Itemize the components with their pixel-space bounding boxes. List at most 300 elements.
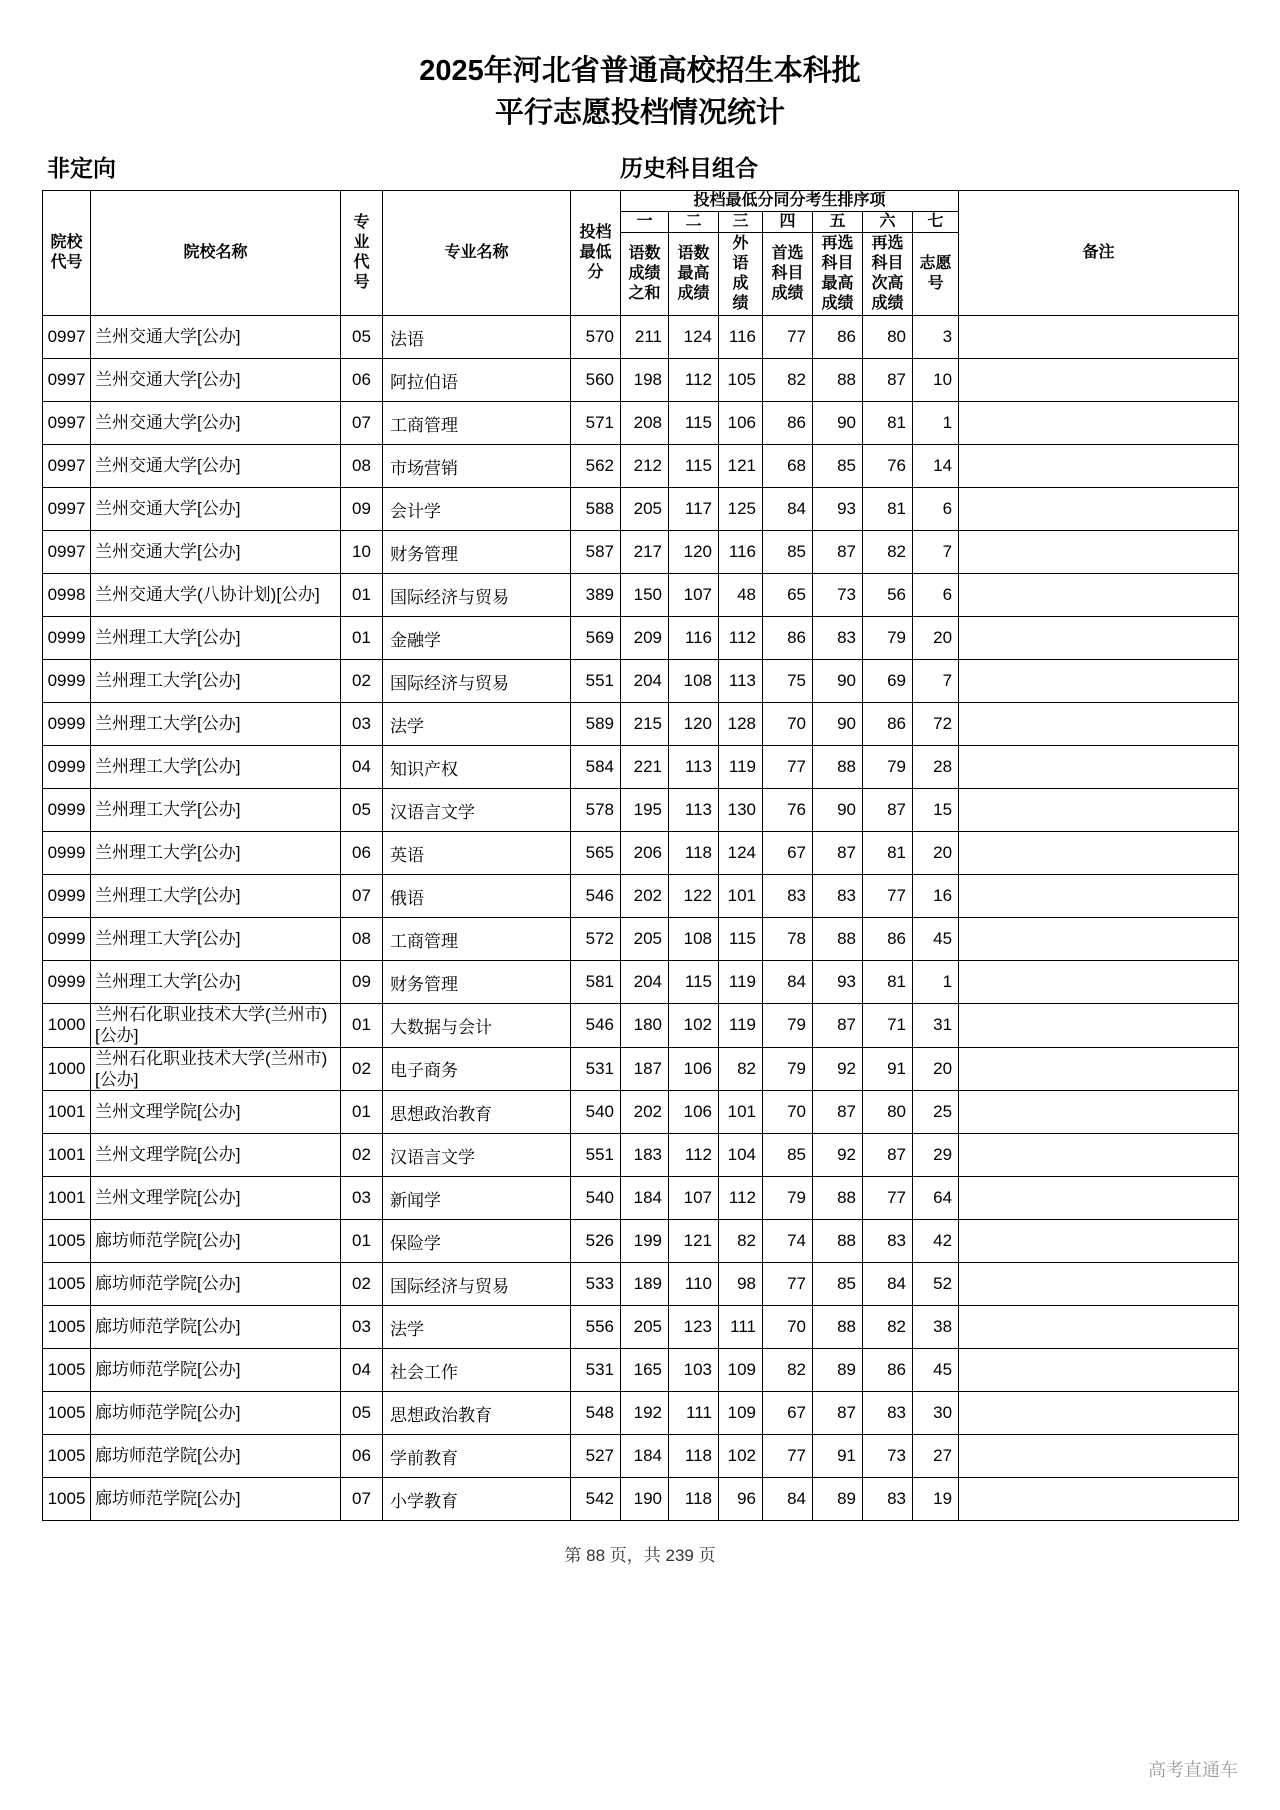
tiebreak-7-cell: 6: [913, 574, 959, 617]
school-name-cell: 兰州理工大学[公办]: [91, 660, 341, 703]
school-name-cell: 兰州理工大学[公办]: [91, 746, 341, 789]
table-row: [43, 1263, 1239, 1306]
tiebreak-7-cell: 20: [913, 617, 959, 660]
min-score-cell: 540: [571, 1091, 621, 1134]
tiebreak-7-cell: 6: [913, 488, 959, 531]
major-name-cell: 思想政治教育: [383, 1091, 571, 1134]
tiebreak-5-cell: 89: [813, 1349, 863, 1392]
header-min-score: 投档最低分: [571, 191, 621, 316]
tiebreak-2-cell: 124: [669, 316, 719, 359]
tiebreak-6-cell: 87: [863, 359, 913, 402]
major-code-cell: 06: [341, 832, 383, 875]
major-code-cell: 10: [341, 531, 383, 574]
school-code-cell: 0997: [43, 359, 91, 402]
major-name-cell: 学前教育: [383, 1435, 571, 1478]
tiebreak-5-cell: 86: [813, 316, 863, 359]
min-score-cell: 542: [571, 1478, 621, 1521]
tiebreak-4-cell: 67: [763, 1392, 813, 1435]
major-name-cell: 工商管理: [383, 402, 571, 445]
min-score-cell: 581: [571, 961, 621, 1004]
remark-cell: [959, 359, 1239, 402]
tiebreak-7-cell: 1: [913, 402, 959, 445]
tiebreak-3-cell: 119: [719, 961, 763, 1004]
major-code-cell: 08: [341, 918, 383, 961]
min-score-cell: 546: [571, 1004, 621, 1048]
tiebreak-7-cell: 19: [913, 1478, 959, 1521]
school-code-cell: 1000: [43, 1047, 91, 1091]
min-score-cell: 551: [571, 1134, 621, 1177]
subheader: [0, 150, 1280, 184]
school-name-cell: 兰州交通大学[公办]: [91, 402, 341, 445]
school-code-cell: 0997: [43, 488, 91, 531]
table-row: [43, 488, 1239, 531]
remark-cell: [959, 1392, 1239, 1435]
school-name-cell: 兰州理工大学[公办]: [91, 961, 341, 1004]
school-code-cell: 0999: [43, 918, 91, 961]
tiebreak-4-cell: 70: [763, 1306, 813, 1349]
tiebreak-3-cell: 82: [719, 1220, 763, 1263]
major-code-cell: 09: [341, 961, 383, 1004]
major-name-cell: 会计学: [383, 488, 571, 531]
tiebreak-4-cell: 77: [763, 746, 813, 789]
tiebreak-4-cell: 82: [763, 359, 813, 402]
header-tiebreak-no-2: 二: [669, 212, 719, 233]
tiebreak-1-cell: 184: [621, 1177, 669, 1220]
school-code-cell: 1005: [43, 1478, 91, 1521]
table-row: [43, 789, 1239, 832]
min-score-cell: 531: [571, 1349, 621, 1392]
min-score-cell: 546: [571, 875, 621, 918]
tiebreak-6-cell: 83: [863, 1392, 913, 1435]
tiebreak-7-cell: 20: [913, 832, 959, 875]
tiebreak-6-cell: 86: [863, 1349, 913, 1392]
school-code-cell: 0999: [43, 703, 91, 746]
tiebreak-5-cell: 87: [813, 832, 863, 875]
major-code-cell: 06: [341, 359, 383, 402]
min-score-cell: 565: [571, 832, 621, 875]
school-name-cell: 廊坊师范学院[公办]: [91, 1435, 341, 1478]
tiebreak-1-cell: 204: [621, 961, 669, 1004]
tiebreak-2-cell: 115: [669, 961, 719, 1004]
remark-cell: [959, 1263, 1239, 1306]
tiebreak-5-cell: 90: [813, 703, 863, 746]
tiebreak-4-cell: 79: [763, 1177, 813, 1220]
tiebreak-1-cell: 211: [621, 316, 669, 359]
school-name-cell: 兰州理工大学[公办]: [91, 832, 341, 875]
tiebreak-1-cell: 212: [621, 445, 669, 488]
major-code-cell: 01: [341, 1004, 383, 1048]
tiebreak-2-cell: 112: [669, 1134, 719, 1177]
tiebreak-2-cell: 103: [669, 1349, 719, 1392]
tiebreak-5-cell: 90: [813, 660, 863, 703]
school-name-cell: 兰州文理学院[公办]: [91, 1091, 341, 1134]
tiebreak-4-cell: 70: [763, 1091, 813, 1134]
tiebreak-4-cell: 77: [763, 1263, 813, 1306]
tiebreak-6-cell: 69: [863, 660, 913, 703]
min-score-cell: 562: [571, 445, 621, 488]
tiebreak-3-cell: 113: [719, 660, 763, 703]
major-code-cell: 02: [341, 1134, 383, 1177]
tiebreak-2-cell: 102: [669, 1004, 719, 1048]
school-code-cell: 0997: [43, 445, 91, 488]
table-row: [43, 316, 1239, 359]
school-name-cell: 兰州理工大学[公办]: [91, 617, 341, 660]
header-tiebreak-no-4: 四: [763, 212, 813, 233]
remark-cell: [959, 789, 1239, 832]
table-row: [43, 961, 1239, 1004]
tiebreak-5-cell: 93: [813, 488, 863, 531]
header-tiebreak-label-3: 外语成绩: [719, 233, 763, 316]
tiebreak-6-cell: 77: [863, 1177, 913, 1220]
tiebreak-4-cell: 70: [763, 703, 813, 746]
tiebreak-5-cell: 90: [813, 789, 863, 832]
header-tiebreak-no-7: 七: [913, 212, 959, 233]
table-row: [43, 918, 1239, 961]
tiebreak-7-cell: 1: [913, 961, 959, 1004]
page-title-line1: 2025年河北省普通高校招生本科批: [419, 55, 861, 87]
table-row: [43, 1306, 1239, 1349]
header-tiebreak-label-4: 首选科目成绩: [763, 233, 813, 316]
major-name-cell: 电子商务: [383, 1047, 571, 1091]
table-row: [43, 445, 1239, 488]
min-score-cell: 531: [571, 1047, 621, 1091]
table-row: [43, 703, 1239, 746]
major-code-cell: 07: [341, 402, 383, 445]
tiebreak-7-cell: 30: [913, 1392, 959, 1435]
major-code-cell: 05: [341, 316, 383, 359]
school-code-cell: 1005: [43, 1220, 91, 1263]
tiebreak-1-cell: 202: [621, 875, 669, 918]
tiebreak-1-cell: 204: [621, 660, 669, 703]
major-name-cell: 社会工作: [383, 1349, 571, 1392]
tiebreak-2-cell: 120: [669, 703, 719, 746]
tiebreak-4-cell: 68: [763, 445, 813, 488]
tiebreak-6-cell: 76: [863, 445, 913, 488]
tiebreak-3-cell: 116: [719, 316, 763, 359]
remark-cell: [959, 660, 1239, 703]
major-name-cell: 法语: [383, 316, 571, 359]
major-code-cell: 09: [341, 488, 383, 531]
tiebreak-6-cell: 84: [863, 1263, 913, 1306]
min-score-cell: 551: [571, 660, 621, 703]
remark-cell: [959, 1047, 1239, 1091]
tiebreak-4-cell: 79: [763, 1004, 813, 1048]
major-name-cell: 知识产权: [383, 746, 571, 789]
header-school-name: 院校名称: [91, 191, 341, 316]
major-code-cell: 07: [341, 875, 383, 918]
tiebreak-4-cell: 67: [763, 832, 813, 875]
header-remark: 备注: [959, 191, 1239, 316]
tiebreak-1-cell: 205: [621, 918, 669, 961]
major-code-cell: 04: [341, 746, 383, 789]
tiebreak-6-cell: 80: [863, 316, 913, 359]
tiebreak-3-cell: 104: [719, 1134, 763, 1177]
table-row: [43, 875, 1239, 918]
school-code-cell: 1005: [43, 1263, 91, 1306]
tiebreak-2-cell: 120: [669, 531, 719, 574]
table-row: [43, 531, 1239, 574]
table-row: [43, 617, 1239, 660]
tiebreak-5-cell: 83: [813, 875, 863, 918]
tiebreak-3-cell: 109: [719, 1392, 763, 1435]
remark-cell: [959, 1349, 1239, 1392]
tiebreak-4-cell: 83: [763, 875, 813, 918]
remark-cell: [959, 402, 1239, 445]
tiebreak-5-cell: 92: [813, 1047, 863, 1091]
tiebreak-1-cell: 206: [621, 832, 669, 875]
tiebreak-2-cell: 118: [669, 832, 719, 875]
tiebreak-2-cell: 118: [669, 1478, 719, 1521]
tiebreak-2-cell: 108: [669, 660, 719, 703]
tiebreak-3-cell: 101: [719, 875, 763, 918]
tiebreak-7-cell: 25: [913, 1091, 959, 1134]
tiebreak-7-cell: 38: [913, 1306, 959, 1349]
table-header: [43, 191, 1239, 316]
tiebreak-3-cell: 112: [719, 1177, 763, 1220]
tiebreak-6-cell: 79: [863, 617, 913, 660]
tiebreak-5-cell: 90: [813, 402, 863, 445]
remark-cell: [959, 875, 1239, 918]
tiebreak-3-cell: 121: [719, 445, 763, 488]
tiebreak-2-cell: 106: [669, 1047, 719, 1091]
tiebreak-1-cell: 192: [621, 1392, 669, 1435]
remark-cell: [959, 918, 1239, 961]
tiebreak-1-cell: 189: [621, 1263, 669, 1306]
min-score-cell: 571: [571, 402, 621, 445]
tiebreak-2-cell: 118: [669, 1435, 719, 1478]
school-code-cell: 1000: [43, 1004, 91, 1048]
table-row: [43, 1004, 1239, 1048]
header-tiebreak-label-2: 语数最高成绩: [669, 233, 719, 316]
tiebreak-1-cell: 217: [621, 531, 669, 574]
school-code-cell: 1005: [43, 1349, 91, 1392]
major-code-cell: 03: [341, 1306, 383, 1349]
tiebreak-2-cell: 110: [669, 1263, 719, 1306]
tiebreak-3-cell: 116: [719, 531, 763, 574]
tiebreak-7-cell: 7: [913, 531, 959, 574]
major-code-cell: 02: [341, 1047, 383, 1091]
school-code-cell: 1005: [43, 1306, 91, 1349]
major-code-cell: 04: [341, 1349, 383, 1392]
tiebreak-3-cell: 98: [719, 1263, 763, 1306]
school-name-cell: 兰州石化职业技术大学(兰州市)[公办]: [91, 1047, 341, 1091]
tiebreak-6-cell: 87: [863, 789, 913, 832]
tiebreak-1-cell: 195: [621, 789, 669, 832]
admission-table: [42, 190, 1239, 1521]
tiebreak-2-cell: 116: [669, 617, 719, 660]
tiebreak-7-cell: 42: [913, 1220, 959, 1263]
school-name-cell: 兰州交通大学[公办]: [91, 488, 341, 531]
table-row: [43, 1091, 1239, 1134]
tiebreak-1-cell: 183: [621, 1134, 669, 1177]
remark-cell: [959, 746, 1239, 789]
min-score-cell: 533: [571, 1263, 621, 1306]
remark-cell: [959, 1134, 1239, 1177]
school-code-cell: 1001: [43, 1177, 91, 1220]
tiebreak-4-cell: 85: [763, 531, 813, 574]
tiebreak-6-cell: 82: [863, 531, 913, 574]
remark-cell: [959, 445, 1239, 488]
major-code-cell: 05: [341, 789, 383, 832]
table-row: [43, 574, 1239, 617]
major-code-cell: 08: [341, 445, 383, 488]
school-name-cell: 兰州交通大学[公办]: [91, 445, 341, 488]
table-row: [43, 1349, 1239, 1392]
tiebreak-4-cell: 77: [763, 1435, 813, 1478]
header-tiebreak-label-5: 再选科目最高成绩: [813, 233, 863, 316]
min-score-cell: 589: [571, 703, 621, 746]
major-name-cell: 思想政治教育: [383, 1392, 571, 1435]
remark-cell: [959, 617, 1239, 660]
tiebreak-4-cell: 86: [763, 617, 813, 660]
tiebreak-4-cell: 78: [763, 918, 813, 961]
remark-cell: [959, 574, 1239, 617]
page-title: [0, 0, 1280, 134]
header-tiebreak-no-1: 一: [621, 212, 669, 233]
tiebreak-6-cell: 56: [863, 574, 913, 617]
school-name-cell: 兰州理工大学[公办]: [91, 789, 341, 832]
min-score-cell: 526: [571, 1220, 621, 1263]
tiebreak-3-cell: 105: [719, 359, 763, 402]
tiebreak-2-cell: 106: [669, 1091, 719, 1134]
tiebreak-5-cell: 85: [813, 445, 863, 488]
tiebreak-3-cell: 130: [719, 789, 763, 832]
major-code-cell: 03: [341, 703, 383, 746]
tiebreak-6-cell: 83: [863, 1478, 913, 1521]
subject-group-label: 历史科目组合: [620, 155, 758, 182]
major-name-cell: 大数据与会计: [383, 1004, 571, 1048]
tiebreak-5-cell: 88: [813, 1177, 863, 1220]
school-code-cell: 0997: [43, 531, 91, 574]
major-code-cell: 01: [341, 574, 383, 617]
table-row: [43, 1177, 1239, 1220]
major-name-cell: 市场营销: [383, 445, 571, 488]
tiebreak-4-cell: 74: [763, 1220, 813, 1263]
tiebreak-4-cell: 79: [763, 1047, 813, 1091]
tiebreak-7-cell: 15: [913, 789, 959, 832]
school-name-cell: 兰州文理学院[公办]: [91, 1177, 341, 1220]
tiebreak-1-cell: 190: [621, 1478, 669, 1521]
school-name-cell: 兰州交通大学(八协计划)[公办]: [91, 574, 341, 617]
tiebreak-7-cell: 31: [913, 1004, 959, 1048]
major-code-cell: 01: [341, 1091, 383, 1134]
tiebreak-7-cell: 64: [913, 1177, 959, 1220]
tiebreak-1-cell: 150: [621, 574, 669, 617]
major-name-cell: 保险学: [383, 1220, 571, 1263]
major-name-cell: 汉语言文学: [383, 789, 571, 832]
tiebreak-5-cell: 88: [813, 1306, 863, 1349]
tiebreak-1-cell: 198: [621, 359, 669, 402]
tiebreak-2-cell: 112: [669, 359, 719, 402]
major-code-cell: 06: [341, 1435, 383, 1478]
school-code-cell: 0999: [43, 660, 91, 703]
major-name-cell: 法学: [383, 1306, 571, 1349]
tiebreak-6-cell: 86: [863, 703, 913, 746]
school-code-cell: 0999: [43, 961, 91, 1004]
remark-cell: [959, 531, 1239, 574]
tiebreak-1-cell: 215: [621, 703, 669, 746]
tiebreak-2-cell: 113: [669, 746, 719, 789]
tiebreak-2-cell: 121: [669, 1220, 719, 1263]
school-code-cell: 0997: [43, 402, 91, 445]
school-code-cell: 0997: [43, 316, 91, 359]
school-code-cell: 0999: [43, 746, 91, 789]
school-name-cell: 兰州理工大学[公办]: [91, 875, 341, 918]
tiebreak-1-cell: 187: [621, 1047, 669, 1091]
tiebreak-5-cell: 83: [813, 617, 863, 660]
school-name-cell: 兰州石化职业技术大学(兰州市)[公办]: [91, 1004, 341, 1048]
major-name-cell: 国际经济与贸易: [383, 1263, 571, 1306]
tiebreak-3-cell: 82: [719, 1047, 763, 1091]
tiebreak-6-cell: 81: [863, 488, 913, 531]
tiebreak-1-cell: 199: [621, 1220, 669, 1263]
tiebreak-6-cell: 81: [863, 832, 913, 875]
tiebreak-4-cell: 86: [763, 402, 813, 445]
major-name-cell: 工商管理: [383, 918, 571, 961]
school-name-cell: 兰州交通大学[公办]: [91, 359, 341, 402]
tiebreak-3-cell: 128: [719, 703, 763, 746]
table-row: [43, 832, 1239, 875]
tiebreak-7-cell: 28: [913, 746, 959, 789]
tiebreak-5-cell: 87: [813, 531, 863, 574]
tiebreak-5-cell: 88: [813, 359, 863, 402]
watermark: 高考直通车: [1148, 1760, 1238, 1780]
school-name-cell: 廊坊师范学院[公办]: [91, 1392, 341, 1435]
tiebreak-2-cell: 111: [669, 1392, 719, 1435]
tiebreak-7-cell: 14: [913, 445, 959, 488]
tiebreak-6-cell: 91: [863, 1047, 913, 1091]
tiebreak-5-cell: 87: [813, 1091, 863, 1134]
major-name-cell: 俄语: [383, 875, 571, 918]
major-code-cell: 03: [341, 1177, 383, 1220]
school-name-cell: 兰州理工大学[公办]: [91, 918, 341, 961]
header-tiebreak-no-3: 三: [719, 212, 763, 233]
tiebreak-4-cell: 84: [763, 488, 813, 531]
tiebreak-1-cell: 180: [621, 1004, 669, 1048]
tiebreak-3-cell: 111: [719, 1306, 763, 1349]
header-tiebreak-group: 投档最低分同分考生排序项: [621, 191, 959, 212]
plan-type-label: 非定向: [47, 155, 116, 182]
remark-cell: [959, 703, 1239, 746]
tiebreak-4-cell: 84: [763, 961, 813, 1004]
major-code-cell: 02: [341, 1263, 383, 1306]
tiebreak-6-cell: 86: [863, 918, 913, 961]
tiebreak-4-cell: 76: [763, 789, 813, 832]
major-name-cell: 小学教育: [383, 1478, 571, 1521]
tiebreak-4-cell: 77: [763, 316, 813, 359]
tiebreak-6-cell: 83: [863, 1220, 913, 1263]
major-name-cell: 英语: [383, 832, 571, 875]
school-name-cell: 廊坊师范学院[公办]: [91, 1478, 341, 1521]
tiebreak-2-cell: 122: [669, 875, 719, 918]
tiebreak-6-cell: 71: [863, 1004, 913, 1048]
tiebreak-5-cell: 93: [813, 961, 863, 1004]
tiebreak-1-cell: 208: [621, 402, 669, 445]
school-code-cell: 0999: [43, 789, 91, 832]
major-code-cell: 07: [341, 1478, 383, 1521]
tiebreak-7-cell: 45: [913, 1349, 959, 1392]
tiebreak-7-cell: 7: [913, 660, 959, 703]
tiebreak-1-cell: 205: [621, 1306, 669, 1349]
tiebreak-1-cell: 209: [621, 617, 669, 660]
tiebreak-2-cell: 123: [669, 1306, 719, 1349]
header-school-code: 院校代号: [43, 191, 91, 316]
header-major-name: 专业名称: [383, 191, 571, 316]
school-name-cell: 兰州交通大学[公办]: [91, 531, 341, 574]
major-name-cell: 阿拉伯语: [383, 359, 571, 402]
min-score-cell: 587: [571, 531, 621, 574]
page-footer: 第 88 页，共 239 页: [564, 1546, 716, 1566]
